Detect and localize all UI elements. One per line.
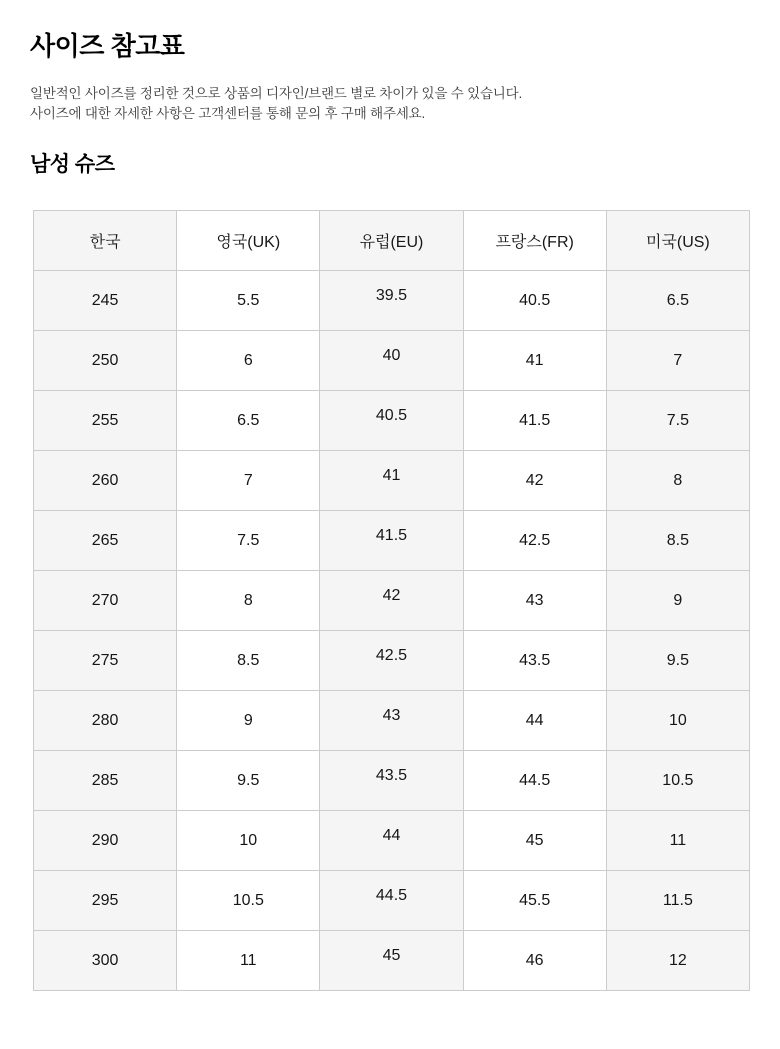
size-cell-uk [177, 451, 320, 511]
description-line-2: 사이즈에 대한 자세한 사항은 고객센터를 통해 문의 후 구매 해주세요. [30, 105, 426, 121]
size-value: 42 [382, 586, 401, 604]
size-value: 7 [673, 351, 683, 369]
size-value: 10 [668, 711, 687, 729]
size-cell-kr [34, 451, 177, 511]
size-row-275 [34, 631, 750, 691]
size-cell-us [606, 391, 749, 451]
size-cell-uk [177, 871, 320, 931]
size-value: 265 [91, 531, 119, 549]
size-cell-us [606, 451, 749, 511]
size-value: 6.5 [237, 411, 260, 429]
size-cell-kr [34, 871, 177, 931]
column-header-us: 미국(US) [606, 211, 749, 271]
size-value: 40.5 [375, 406, 408, 424]
size-cell-us [606, 331, 749, 391]
size-row-245 [34, 271, 750, 331]
size-cell-us [606, 931, 749, 991]
size-value: 41.5 [375, 526, 408, 544]
size-cell-kr [34, 271, 177, 331]
size-cell-uk [177, 691, 320, 751]
size-row-295 [34, 871, 750, 931]
size-cell-eu [320, 331, 463, 391]
size-cell-uk [177, 391, 320, 451]
size-value: 5.5 [237, 291, 260, 309]
size-value: 42.5 [375, 646, 408, 664]
column-header-eu: 유럽(EU) [320, 211, 463, 271]
size-cell-kr [34, 631, 177, 691]
size-value: 42 [525, 471, 544, 489]
size-cell-eu [320, 271, 463, 331]
size-cell-fr [463, 331, 606, 391]
size-cell-kr [34, 571, 177, 631]
size-value: 9 [243, 711, 253, 729]
size-value: 8 [243, 591, 253, 609]
size-value: 43 [525, 591, 544, 609]
size-value: 43.5 [519, 651, 551, 669]
size-table [33, 210, 750, 991]
size-cell-eu [320, 691, 463, 751]
size-row-265 [34, 511, 750, 571]
size-cell-uk [177, 271, 320, 331]
size-cell-eu [320, 391, 463, 451]
size-cell-fr [463, 391, 606, 451]
size-value: 9.5 [237, 771, 260, 789]
size-cell-us [606, 751, 749, 811]
size-cell-uk [177, 331, 320, 391]
column-header-kr: 한국 [34, 211, 177, 271]
size-value: 8.5 [237, 651, 260, 669]
size-value: 280 [91, 711, 119, 729]
size-row-250 [34, 331, 750, 391]
size-cell-uk [177, 751, 320, 811]
size-cell-eu [320, 811, 463, 871]
size-value: 44.5 [519, 771, 551, 789]
size-value: 250 [91, 351, 119, 369]
size-row-270 [34, 571, 750, 631]
size-cell-uk [177, 811, 320, 871]
size-cell-eu [320, 571, 463, 631]
size-value: 255 [91, 411, 119, 429]
size-value: 245 [91, 291, 119, 309]
size-cell-us [606, 511, 749, 571]
size-value: 285 [91, 771, 119, 789]
size-cell-fr [463, 271, 606, 331]
size-value: 40.5 [519, 291, 551, 309]
size-value: 295 [91, 891, 119, 909]
size-cell-uk [177, 511, 320, 571]
size-cell-eu [320, 511, 463, 571]
size-cell-eu [320, 931, 463, 991]
size-value: 260 [91, 471, 119, 489]
size-value: 45 [382, 946, 401, 964]
size-value: 40 [382, 346, 401, 364]
size-value: 42.5 [519, 531, 551, 549]
size-cell-kr [34, 811, 177, 871]
size-cell-kr [34, 511, 177, 571]
size-cell-us [606, 811, 749, 871]
size-value: 11.5 [662, 891, 693, 909]
size-cell-fr [463, 751, 606, 811]
size-value: 300 [91, 951, 119, 969]
size-cell-kr [34, 931, 177, 991]
size-cell-us [606, 271, 749, 331]
size-cell-us [606, 631, 749, 691]
size-value: 41 [382, 466, 401, 484]
size-value: 7.5 [666, 411, 689, 429]
size-row-280 [34, 691, 750, 751]
size-row-260 [34, 451, 750, 511]
page-title: 사이즈 참고표 [30, 31, 185, 61]
size-cell-eu [320, 631, 463, 691]
size-cell-fr [463, 451, 606, 511]
size-value: 7 [243, 471, 253, 489]
size-cell-uk [177, 631, 320, 691]
section-title-mens-shoes: 남성 슈즈 [30, 153, 115, 176]
size-value: 11 [669, 831, 687, 849]
size-cell-fr [463, 871, 606, 931]
size-row-255 [34, 391, 750, 451]
size-value: 41 [525, 351, 544, 369]
size-value: 275 [91, 651, 119, 669]
size-cell-kr [34, 331, 177, 391]
size-cell-uk [177, 931, 320, 991]
size-table-header-row [34, 211, 750, 271]
size-value: 9 [673, 591, 683, 609]
size-cell-kr [34, 751, 177, 811]
size-cell-uk [177, 571, 320, 631]
size-value: 43.5 [375, 766, 408, 784]
size-value: 10.5 [662, 771, 694, 789]
size-value: 7.5 [237, 531, 260, 549]
size-cell-fr [463, 931, 606, 991]
size-cell-eu [320, 871, 463, 931]
size-cell-fr [463, 631, 606, 691]
size-row-285 [34, 751, 750, 811]
size-value: 39.5 [375, 286, 408, 304]
size-value: 41.5 [519, 411, 551, 429]
size-table-header [34, 211, 750, 271]
size-row-290 [34, 811, 750, 871]
size-value: 12 [668, 951, 687, 969]
size-cell-fr [463, 511, 606, 571]
size-cell-eu [320, 451, 463, 511]
page-description [30, 84, 750, 123]
size-value: 6.5 [666, 291, 689, 309]
size-value: 11 [239, 951, 257, 969]
size-cell-fr [463, 811, 606, 871]
size-value: 44 [382, 826, 401, 844]
size-cell-eu [320, 751, 463, 811]
size-value: 290 [91, 831, 119, 849]
size-value: 8 [673, 471, 683, 489]
column-header-fr: 프랑스(FR) [463, 211, 606, 271]
size-value: 43 [382, 706, 401, 724]
size-value: 45.5 [519, 891, 551, 909]
size-cell-us [606, 871, 749, 931]
size-value: 8.5 [666, 531, 689, 549]
size-value: 9.5 [666, 651, 689, 669]
size-value: 10 [239, 831, 258, 849]
size-cell-fr [463, 691, 606, 751]
size-value: 46 [525, 951, 544, 969]
size-value: 10.5 [232, 891, 264, 909]
size-value: 44 [525, 711, 544, 729]
size-value: 270 [91, 591, 119, 609]
size-cell-us [606, 571, 749, 631]
size-value: 44.5 [375, 886, 408, 904]
size-table-body [34, 271, 750, 991]
description-line-1: 일반적인 사이즈를 정리한 것으로 상품의 디자인/브랜드 별로 차이가 있을 수 있습니다. [30, 86, 523, 101]
size-row-300 [34, 931, 750, 991]
size-cell-kr [34, 391, 177, 451]
size-value: 45 [525, 831, 544, 849]
size-cell-us [606, 691, 749, 751]
column-header-uk: 영국(UK) [177, 211, 320, 271]
size-cell-kr [34, 691, 177, 751]
size-value: 6 [243, 351, 253, 369]
size-cell-fr [463, 571, 606, 631]
